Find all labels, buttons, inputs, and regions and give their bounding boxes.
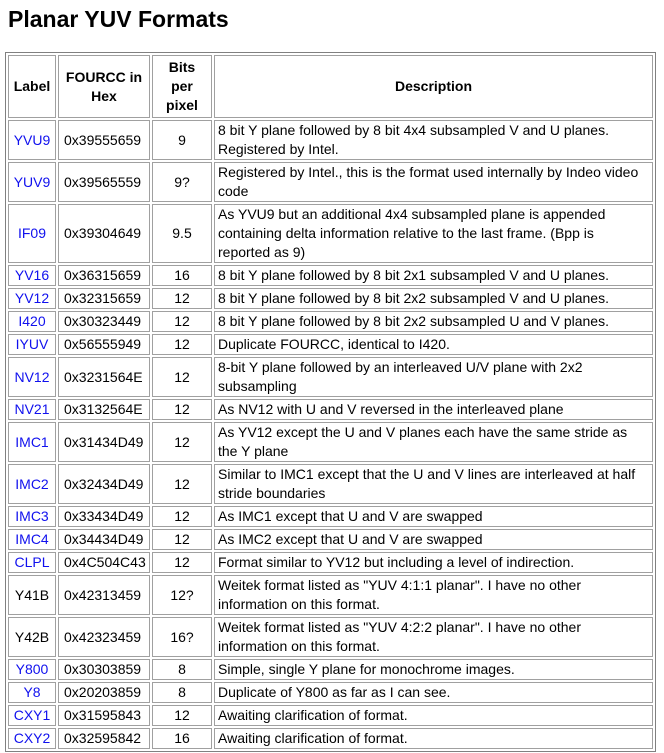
format-label: Y41B xyxy=(14,586,50,603)
fourcc-cell: 0x3231564E xyxy=(58,357,150,397)
format-link[interactable]: CXY2 xyxy=(13,730,51,746)
bpp-cell: 12 xyxy=(152,399,212,420)
table-row xyxy=(8,617,653,657)
description-cell: Duplicate of Y800 as far as I can see. xyxy=(214,682,653,703)
fourcc-cell: 0x31595843 xyxy=(58,705,150,726)
format-link[interactable]: IMC2 xyxy=(15,475,49,492)
table-row xyxy=(8,506,653,527)
fourcc-cell: 0x30303859 xyxy=(58,659,150,680)
bpp-cell: 12 xyxy=(152,552,212,573)
description-cell: As YV12 except the U and V planes each have the same stride as the Y plane xyxy=(214,422,653,462)
fourcc-cell: 0x42323459 xyxy=(58,617,150,657)
description-cell: Similar to IMC1 except that the U and V lines are interleaved at half stride boundaries xyxy=(214,464,653,504)
header-bpp xyxy=(152,55,212,118)
fourcc-cell: 0x34434D49 xyxy=(58,529,150,550)
row-label-cell xyxy=(8,357,56,397)
table-row xyxy=(8,399,653,420)
description-cell: Weitek format listed as "YUV 4:2:2 planar". I have no other information on this format. xyxy=(214,617,653,657)
fourcc-cell: 0x20203859 xyxy=(58,682,150,703)
fourcc-cell: 0x39304649 xyxy=(58,204,150,263)
table-row xyxy=(8,162,653,202)
description-cell: Awaiting clarification of format. xyxy=(214,728,653,749)
description-cell: Simple, single Y plane for monochrome images. xyxy=(214,659,653,680)
description-cell: Awaiting clarification of format. xyxy=(214,705,653,726)
fourcc-cell: 0x42313459 xyxy=(58,575,150,615)
format-link[interactable]: IMC1 xyxy=(15,433,49,450)
description-cell: 8 bit Y plane followed by 8 bit 2x1 subsampled V and U planes. xyxy=(214,265,653,286)
header-bpp-line2: pixel xyxy=(166,97,198,113)
bpp-cell: 16 xyxy=(152,728,212,749)
row-label-cell xyxy=(8,334,56,355)
description-cell: As YVU9 but an additional 4x4 subsampled plane is appended containing delta information relative to the last frame. (Bpp is reported as 9) xyxy=(214,204,653,263)
fourcc-cell: 0x30323449 xyxy=(58,311,150,332)
table-row xyxy=(8,422,653,462)
format-link[interactable]: YV16 xyxy=(14,267,50,283)
row-label-cell xyxy=(8,682,56,703)
description-cell: 8 bit Y plane followed by 8 bit 2x2 subsampled V and U planes. xyxy=(214,288,653,309)
table-row xyxy=(8,705,653,726)
format-link[interactable]: YV12 xyxy=(14,290,50,306)
table-row xyxy=(8,120,653,160)
fourcc-cell: 0x39565559 xyxy=(58,162,150,202)
format-link[interactable]: CLPL xyxy=(14,554,50,570)
bpp-cell: 12 xyxy=(152,311,212,332)
format-link[interactable]: IMC3 xyxy=(15,508,49,524)
table-row xyxy=(8,357,653,397)
bpp-cell: 9.5 xyxy=(152,204,212,263)
description-cell: As IMC1 except that U and V are swapped xyxy=(214,506,653,527)
description-cell: 8-bit Y plane followed by an interleaved U/V plane with 2x2 subsampling xyxy=(214,357,653,397)
row-label-cell xyxy=(8,422,56,462)
row-label-cell xyxy=(8,705,56,726)
fourcc-cell: 0x32434D49 xyxy=(58,464,150,504)
table-row xyxy=(8,659,653,680)
fourcc-cell: 0x3132564E xyxy=(58,399,150,420)
row-label-cell xyxy=(8,265,56,286)
bpp-cell: 12 xyxy=(152,357,212,397)
format-link[interactable]: YVU9 xyxy=(13,131,51,148)
description-cell: Registered by Intel., this is the format used internally by Indeo video code xyxy=(214,162,653,202)
bpp-cell: 12 xyxy=(152,422,212,462)
bpp-cell: 9? xyxy=(152,162,212,202)
description-cell: As IMC2 except that U and V are swapped xyxy=(214,529,653,550)
bpp-cell: 16 xyxy=(152,265,212,286)
table-row xyxy=(8,464,653,504)
table-row xyxy=(8,552,653,573)
fourcc-cell: 0x56555949 xyxy=(58,334,150,355)
header-label: Label xyxy=(8,55,56,118)
row-label-cell xyxy=(8,506,56,527)
format-link[interactable]: I420 xyxy=(18,313,46,329)
table-row xyxy=(8,265,653,286)
row-label-cell xyxy=(8,659,56,680)
fourcc-cell: 0x31434D49 xyxy=(58,422,150,462)
description-cell: Duplicate FOURCC, identical to I420. xyxy=(214,334,653,355)
planar-yuv-formats-table xyxy=(5,52,656,752)
table-row xyxy=(8,575,653,615)
bpp-cell: 12 xyxy=(152,506,212,527)
header-fourcc xyxy=(58,55,150,118)
bpp-cell: 8 xyxy=(152,682,212,703)
row-label-cell xyxy=(8,162,56,202)
bpp-cell: 9 xyxy=(152,120,212,160)
page-title: Planar YUV Formats xyxy=(8,6,229,32)
row-label-cell xyxy=(8,617,56,657)
bpp-cell: 12 xyxy=(152,334,212,355)
header-description: Description xyxy=(214,55,653,118)
table-row xyxy=(8,334,653,355)
format-link[interactable]: CXY1 xyxy=(13,707,51,723)
bpp-cell: 12 xyxy=(152,529,212,550)
bpp-cell: 12 xyxy=(152,288,212,309)
fourcc-cell: 0x4C504C43 xyxy=(58,552,150,573)
description-cell: 8 bit Y plane followed by 8 bit 2x2 subsampled U and V planes. xyxy=(214,311,653,332)
fourcc-cell: 0x32595842 xyxy=(58,728,150,749)
table-row xyxy=(8,288,653,309)
row-label-cell xyxy=(8,728,56,749)
bpp-cell: 12 xyxy=(152,705,212,726)
row-label-cell xyxy=(8,204,56,263)
row-label-cell xyxy=(8,575,56,615)
fourcc-cell: 0x33434D49 xyxy=(58,506,150,527)
description-cell: Weitek format listed as "YUV 4:1:1 planar". I have no other information on this format. xyxy=(214,575,653,615)
format-link[interactable]: YUV9 xyxy=(13,173,51,190)
row-label-cell xyxy=(8,529,56,550)
table-row xyxy=(8,529,653,550)
row-label-cell xyxy=(8,120,56,160)
bpp-cell: 12? xyxy=(152,575,212,615)
format-link[interactable]: IF09 xyxy=(17,225,46,241)
format-link[interactable]: IYUV xyxy=(15,336,49,352)
description-cell: As NV12 with U and V reversed in the interleaved plane xyxy=(214,399,653,420)
table-row xyxy=(8,311,653,332)
bpp-cell: 8 xyxy=(152,659,212,680)
format-link[interactable]: NV21 xyxy=(14,401,50,417)
format-link[interactable]: NV12 xyxy=(14,368,50,385)
description-cell: 8 bit Y plane followed by 8 bit 4x4 subsampled V and U planes. Registered by Intel. xyxy=(214,120,653,160)
row-label-cell xyxy=(8,311,56,332)
row-label-cell xyxy=(8,464,56,504)
row-label-cell xyxy=(8,399,56,420)
format-label: Y42B xyxy=(14,628,50,645)
header-bpp-line1: Bits per xyxy=(168,59,196,94)
row-label-cell xyxy=(8,552,56,573)
fourcc-cell: 0x39555659 xyxy=(58,120,150,160)
fourcc-cell: 0x32315659 xyxy=(58,288,150,309)
format-link[interactable]: Y800 xyxy=(15,661,49,677)
header-fourcc-line2: Hex xyxy=(91,87,117,104)
description-cell: Format similar to YV12 but including a level of indirection. xyxy=(214,552,653,573)
row-label-cell xyxy=(8,288,56,309)
table-row xyxy=(8,204,653,263)
table-row xyxy=(8,682,653,703)
header-fourcc-line1: FOURCC in xyxy=(65,68,143,85)
fourcc-cell: 0x36315659 xyxy=(58,265,150,286)
table-row xyxy=(8,728,653,749)
table-header-row xyxy=(8,55,653,118)
format-link[interactable]: Y8 xyxy=(23,684,41,700)
format-link[interactable]: IMC4 xyxy=(15,531,49,547)
bpp-cell: 16? xyxy=(152,617,212,657)
bpp-cell: 12 xyxy=(152,464,212,504)
